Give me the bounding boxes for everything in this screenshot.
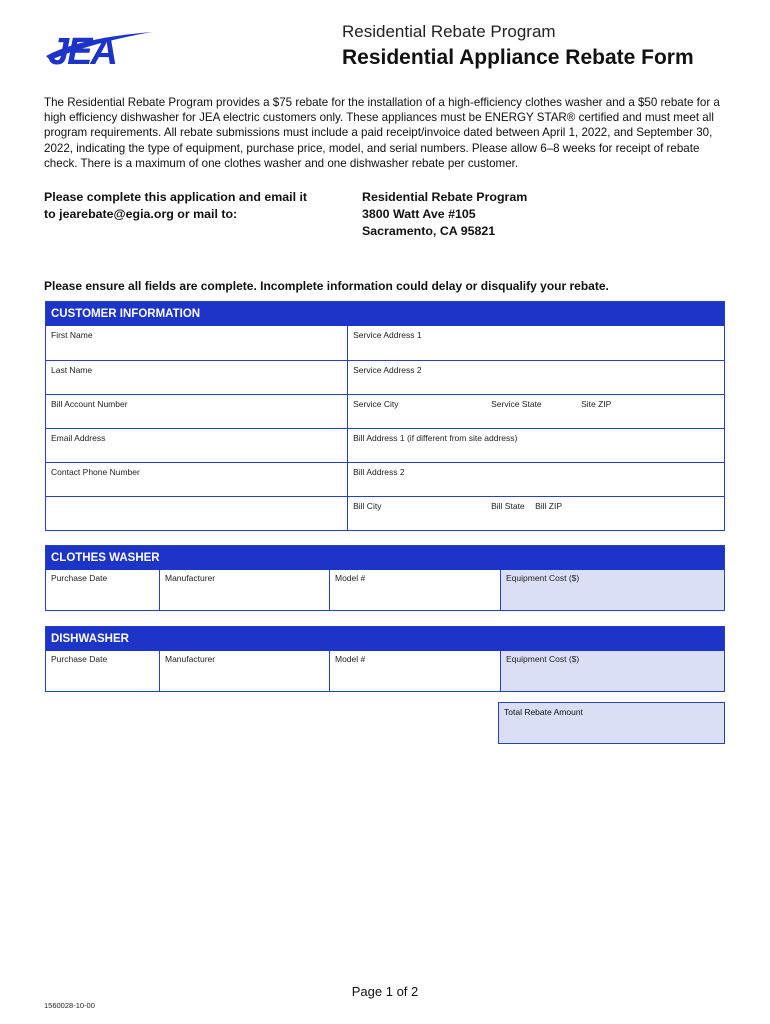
form-row: [46, 394, 724, 428]
dishwasher-manufacturer-field[interactable]: [159, 651, 329, 691]
bill-address-1-field[interactable]: [347, 429, 724, 462]
form-row: [46, 360, 724, 394]
dishwasher-model-field[interactable]: [329, 651, 500, 691]
mail-line-3: Sacramento, CA 95821: [362, 224, 496, 238]
washer-section-header: CLOTHES WASHER: [46, 546, 724, 570]
field-label: Purchase Date: [51, 654, 108, 664]
dishwasher-purchase-date-field[interactable]: [46, 651, 159, 691]
field-label: Manufacturer: [165, 573, 216, 583]
washer-model-field[interactable]: [329, 570, 500, 610]
jea-logo: [44, 26, 154, 70]
form-row: [46, 496, 724, 530]
intro-paragraph: The Residential Rebate Program provides a $75 rebate for the installation of a high-efficiency clothes washer and a $50 rebate for a high efficiency dishwasher for JEA electric customers only. These appliances must be ENERGY STAR® certified and must meet all program requirements. All rebate submissions must include a paid receipt/invoice dated between April 1, 2022, and September 30, 2022, indicating the type of equipment, purchase price, model, and serial numbers. Please allow 6–8 weeks for receipt of rebate check. There is a maximum of one clothes washer and one dishwasher rebate per customer.: [44, 96, 720, 170]
program-name: Residential Rebate Program: [342, 22, 556, 41]
site-zip-label: Site ZIP: [581, 399, 612, 409]
field-label: Bill Address 2: [353, 467, 405, 477]
page-number: Page 1 of 2: [351, 984, 419, 999]
form-row: [46, 326, 724, 360]
first-name-field[interactable]: [46, 326, 347, 360]
service-address-1-field[interactable]: [347, 326, 724, 360]
field-label: Purchase Date: [51, 573, 108, 583]
contact-phone-field[interactable]: [46, 463, 347, 496]
bill-state-label: Bill State: [491, 501, 525, 511]
customer-information-section: [45, 301, 725, 531]
bill-address-2-field[interactable]: [347, 463, 724, 496]
mail-line-2: 3800 Watt Ave #105: [362, 207, 476, 221]
field-label: Bill Account Number: [51, 399, 128, 409]
contact-phone-continued-field[interactable]: [46, 497, 347, 530]
mail-line-1: Residential Rebate Program: [362, 190, 528, 204]
form-row: [46, 428, 724, 462]
dishwasher-row: [46, 651, 724, 691]
field-label: Service Address 1: [353, 330, 422, 340]
dishwasher-section-header: DISHWASHER: [46, 627, 724, 651]
service-city-label: Service City: [353, 399, 399, 409]
dishwasher-section: [45, 626, 725, 692]
submission-instructions: [44, 189, 344, 223]
field-label: Equipment Cost ($): [506, 573, 580, 583]
field-label: Contact Phone Number: [51, 467, 140, 477]
svg-text:JEA: JEA: [48, 31, 116, 70]
dishwasher-cost-field[interactable]: [500, 651, 724, 691]
field-label: Email Address: [51, 433, 106, 443]
last-name-field[interactable]: [46, 361, 347, 394]
form-title: Residential Appliance Rebate Form: [342, 46, 694, 69]
field-label: First Name: [51, 330, 93, 340]
instructions-line-2: to jearebate@egia.org or mail to:: [44, 207, 238, 221]
washer-purchase-date-field[interactable]: [46, 570, 159, 610]
field-label: Model #: [335, 573, 366, 583]
field-label: Last Name: [51, 365, 93, 375]
field-label: Bill Address 1 (if different from site address): [353, 433, 518, 443]
clothes-washer-section: [45, 545, 725, 611]
total-rebate-amount-field[interactable]: [498, 702, 725, 744]
mailing-address: [362, 189, 662, 240]
customer-section-header: CUSTOMER INFORMATION: [46, 302, 724, 326]
field-label: Manufacturer: [165, 654, 216, 664]
bill-account-number-field[interactable]: [46, 395, 347, 428]
service-address-2-field[interactable]: [347, 361, 724, 394]
washer-cost-field[interactable]: [500, 570, 724, 610]
bill-city-state-zip-field[interactable]: [347, 497, 724, 530]
field-label: Equipment Cost ($): [506, 654, 580, 664]
completion-notice: Please ensure all fields are complete. Incomplete information could delay or disqualify your rebate.: [44, 279, 609, 293]
washer-row: [46, 570, 724, 610]
email-address-field[interactable]: [46, 429, 347, 462]
service-state-label: Service State: [491, 399, 542, 409]
bill-city-label: Bill City: [353, 501, 382, 511]
field-label: Service Address 2: [353, 365, 422, 375]
bill-zip-label: Bill ZIP: [535, 501, 563, 511]
form-code: 1560028-10-00: [44, 1001, 95, 1010]
field-label: Model #: [335, 654, 366, 664]
form-row: [46, 462, 724, 496]
total-rebate-label: Total Rebate Amount: [504, 707, 583, 717]
instructions-line-1: Please complete this application and email it: [44, 190, 308, 204]
service-city-state-zip-field[interactable]: [347, 395, 724, 428]
washer-manufacturer-field[interactable]: [159, 570, 329, 610]
